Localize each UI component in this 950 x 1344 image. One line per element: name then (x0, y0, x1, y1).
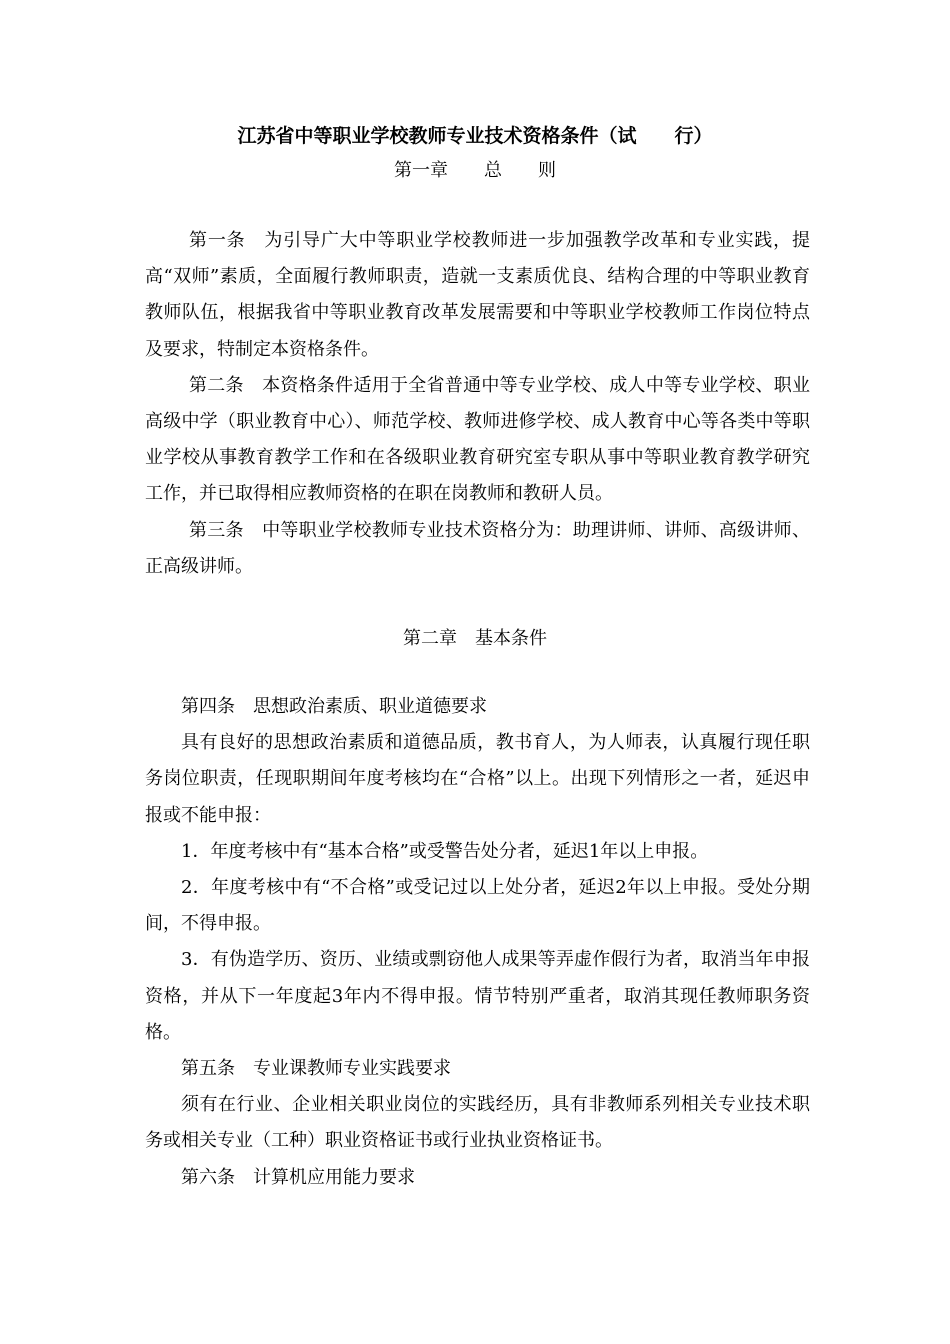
chapter-2-body (145, 689, 810, 1196)
chapter-1-heading: 第一章 总 则 (394, 160, 556, 181)
list-item-2: 2．年度考核中有“不合格”或受记过以上处分者，延迟2年以上申报。受处分期间，不得申报。 (145, 877, 810, 935)
document-title: 江苏省中等职业学校教师专业技术资格条件（试 行） (237, 125, 713, 147)
article-5-heading: 第五条 专业课教师专业实践要求 (181, 1058, 451, 1080)
article-4-body: 具有良好的思想政治素质和道德品质，教书育人，为人师表，认真履行现任职务岗位职责，任现职期间年度考核均在“合格”以上。出现下列情形之一者，延迟申报或不能申报： (145, 732, 810, 826)
list-item-1: 1．年度考核中有“基本合格”或受警告处分者，延迟1年以上申报。 (181, 840, 709, 862)
article-6-heading: 第六条 计算机应用能力要求 (181, 1166, 415, 1188)
article-1: 第一条 为引导广大中等职业学校教师进一步加强教学改革和专业实践，提高“双师”素质，全面履行教师职责，造就一支素质优良、结构合理的中等职业教育教师队伍，根据我省中等职业教育改革发展需要和中等职业学校教师工作岗位特点及要求，特制定本资格条件。 (145, 230, 810, 360)
article-3: 第三条 中等职业学校教师专业技术资格分为：助理讲师、讲师、高级讲师、正高级讲师。 (145, 519, 810, 577)
chapter-1-body (145, 223, 810, 585)
article-5-body: 须有在行业、企业相关职业岗位的实践经历，具有非教师系列相关专业技术职务或相关专业（工种）职业资格证书或行业执业资格证书。 (145, 1094, 810, 1152)
chapter-2-heading: 第二章 基本条件 (403, 628, 547, 649)
article-2: 第二条 本资格条件适用于全省普通中等专业学校、成人中等专业学校、职业高级中学（职业教育中心）、师范学校、教师进修学校、成人教育中心等各类中等职业学校从事教育教学工作和在各级职业教育研究室专职从事中等职业教育教学研究工作，并已取得相应教师资格的在职在岗教师和教研人员。 (145, 374, 810, 505)
list-item-3: 3．有伪造学历、资历、业绩或剽窃他人成果等弄虚作假行为者，取消当年申报资格，并从下一年度起3年内不得申报。情节特别严重者，取消其现任教师职务资格。 (145, 949, 810, 1043)
article-4-heading: 第四条 思想政治素质、职业道德要求 (181, 696, 487, 717)
